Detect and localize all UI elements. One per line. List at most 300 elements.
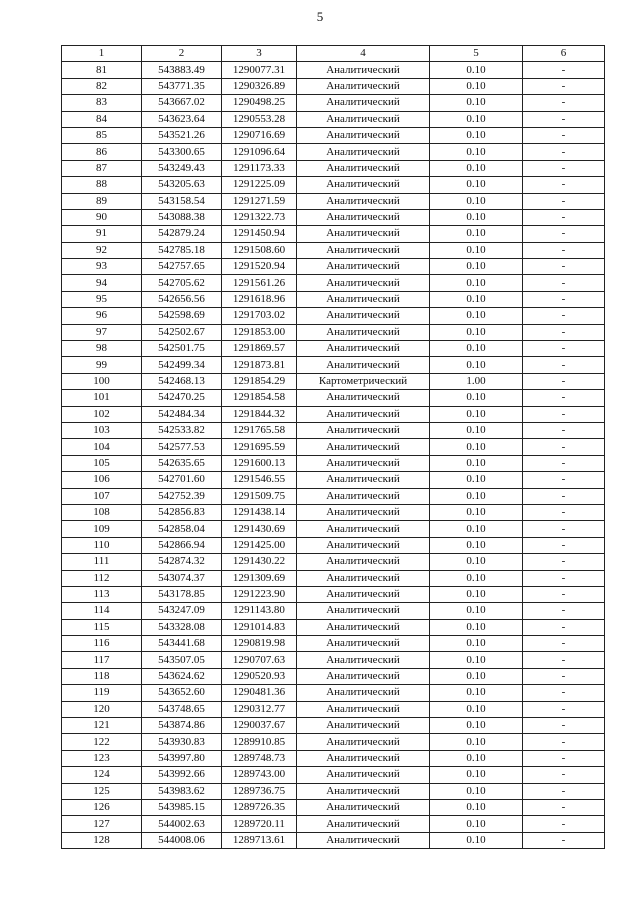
accuracy-cell: 0.10 — [430, 701, 523, 717]
method-cell: Аналитический — [297, 308, 430, 324]
table-row — [62, 95, 605, 111]
method-cell: Аналитический — [297, 324, 430, 340]
method-cell: Аналитический — [297, 734, 430, 750]
accuracy-cell: 0.10 — [430, 521, 523, 537]
method-cell: Аналитический — [297, 718, 430, 734]
point-number-cell: 107 — [62, 488, 142, 504]
accuracy-cell: 0.10 — [430, 160, 523, 176]
point-number-cell: 89 — [62, 193, 142, 209]
table-row — [62, 373, 605, 389]
accuracy-cell: 0.10 — [430, 127, 523, 143]
y-coordinate-cell: 1291546.55 — [222, 472, 297, 488]
coordinates-table — [61, 45, 605, 849]
table-row — [62, 718, 605, 734]
note-cell: - — [523, 504, 605, 520]
y-coordinate-cell: 1290481.36 — [222, 685, 297, 701]
table-row — [62, 832, 605, 848]
table-row — [62, 636, 605, 652]
table-row — [62, 537, 605, 553]
method-cell: Аналитический — [297, 275, 430, 291]
y-coordinate-cell: 1291520.94 — [222, 259, 297, 275]
point-number-cell: 128 — [62, 832, 142, 848]
y-coordinate-cell: 1291853.00 — [222, 324, 297, 340]
table-row — [62, 488, 605, 504]
x-coordinate-cell: 543771.35 — [142, 78, 222, 94]
note-cell: - — [523, 259, 605, 275]
method-cell: Аналитический — [297, 816, 430, 832]
accuracy-cell: 0.10 — [430, 406, 523, 422]
x-coordinate-cell: 543883.49 — [142, 62, 222, 78]
accuracy-cell: 0.10 — [430, 390, 523, 406]
note-cell: - — [523, 603, 605, 619]
method-cell: Аналитический — [297, 160, 430, 176]
note-cell: - — [523, 832, 605, 848]
note-cell: - — [523, 636, 605, 652]
table-row — [62, 209, 605, 225]
method-cell: Аналитический — [297, 291, 430, 307]
accuracy-cell: 0.10 — [430, 799, 523, 815]
accuracy-cell: 0.10 — [430, 62, 523, 78]
method-cell: Аналитический — [297, 422, 430, 438]
table-row — [62, 242, 605, 258]
method-cell: Аналитический — [297, 603, 430, 619]
page-number: 5 — [316, 9, 324, 24]
method-cell: Аналитический — [297, 242, 430, 258]
table-row — [62, 668, 605, 684]
point-number-cell: 106 — [62, 472, 142, 488]
table-row — [62, 177, 605, 193]
method-cell: Аналитический — [297, 586, 430, 602]
accuracy-cell: 0.10 — [430, 832, 523, 848]
accuracy-cell: 0.10 — [430, 603, 523, 619]
method-cell: Аналитический — [297, 144, 430, 160]
point-number-cell: 117 — [62, 652, 142, 668]
point-number-cell: 94 — [62, 275, 142, 291]
table-row — [62, 406, 605, 422]
accuracy-cell: 1.00 — [430, 373, 523, 389]
y-coordinate-cell: 1291425.00 — [222, 537, 297, 553]
note-cell: - — [523, 701, 605, 717]
point-number-cell: 123 — [62, 750, 142, 766]
y-coordinate-cell: 1291322.73 — [222, 209, 297, 225]
note-cell: - — [523, 455, 605, 471]
y-coordinate-cell: 1291096.64 — [222, 144, 297, 160]
x-coordinate-cell: 542701.60 — [142, 472, 222, 488]
method-cell: Аналитический — [297, 636, 430, 652]
x-coordinate-cell: 542858.04 — [142, 521, 222, 537]
method-cell: Картометрический — [297, 373, 430, 389]
y-coordinate-cell: 1291014.83 — [222, 619, 297, 635]
note-cell: - — [523, 734, 605, 750]
x-coordinate-cell: 542533.82 — [142, 422, 222, 438]
x-coordinate-cell: 543624.62 — [142, 668, 222, 684]
table-row — [62, 455, 605, 471]
accuracy-cell: 0.10 — [430, 144, 523, 160]
y-coordinate-cell: 1290819.98 — [222, 636, 297, 652]
y-coordinate-cell: 1290312.77 — [222, 701, 297, 717]
y-coordinate-cell: 1291509.75 — [222, 488, 297, 504]
y-coordinate-cell: 1291143.80 — [222, 603, 297, 619]
table-header-row — [62, 46, 605, 62]
note-cell: - — [523, 619, 605, 635]
note-cell: - — [523, 685, 605, 701]
table-row — [62, 554, 605, 570]
method-cell: Аналитический — [297, 799, 430, 815]
point-number-cell: 83 — [62, 95, 142, 111]
method-cell: Аналитический — [297, 488, 430, 504]
x-coordinate-cell: 544008.06 — [142, 832, 222, 848]
column-header-3: 3 — [222, 46, 297, 62]
method-cell: Аналитический — [297, 652, 430, 668]
note-cell: - — [523, 291, 605, 307]
table-row — [62, 685, 605, 701]
method-cell: Аналитический — [297, 259, 430, 275]
table-row — [62, 570, 605, 586]
note-cell: - — [523, 537, 605, 553]
accuracy-cell: 0.10 — [430, 504, 523, 520]
method-cell: Аналитический — [297, 554, 430, 570]
x-coordinate-cell: 543088.38 — [142, 209, 222, 225]
x-coordinate-cell: 542874.32 — [142, 554, 222, 570]
note-cell: - — [523, 652, 605, 668]
y-coordinate-cell: 1291765.58 — [222, 422, 297, 438]
note-cell: - — [523, 357, 605, 373]
point-number-cell: 96 — [62, 308, 142, 324]
method-cell: Аналитический — [297, 701, 430, 717]
table-row — [62, 586, 605, 602]
accuracy-cell: 0.10 — [430, 783, 523, 799]
x-coordinate-cell: 542656.56 — [142, 291, 222, 307]
table-row — [62, 783, 605, 799]
note-cell: - — [523, 160, 605, 176]
table-row — [62, 472, 605, 488]
accuracy-cell: 0.10 — [430, 816, 523, 832]
point-number-cell: 95 — [62, 291, 142, 307]
table-row — [62, 504, 605, 520]
note-cell: - — [523, 799, 605, 815]
x-coordinate-cell: 543667.02 — [142, 95, 222, 111]
point-number-cell: 115 — [62, 619, 142, 635]
method-cell: Аналитический — [297, 62, 430, 78]
table-row — [62, 422, 605, 438]
x-coordinate-cell: 542501.75 — [142, 341, 222, 357]
note-cell: - — [523, 554, 605, 570]
method-cell: Аналитический — [297, 341, 430, 357]
point-number-cell: 121 — [62, 718, 142, 734]
accuracy-cell: 0.10 — [430, 95, 523, 111]
accuracy-cell: 0.10 — [430, 275, 523, 291]
column-header-5: 5 — [430, 46, 523, 62]
accuracy-cell: 0.10 — [430, 750, 523, 766]
note-cell: - — [523, 406, 605, 422]
point-number-cell: 118 — [62, 668, 142, 684]
method-cell: Аналитический — [297, 209, 430, 225]
x-coordinate-cell: 543652.60 — [142, 685, 222, 701]
note-cell: - — [523, 373, 605, 389]
point-number-cell: 113 — [62, 586, 142, 602]
y-coordinate-cell: 1291600.13 — [222, 455, 297, 471]
x-coordinate-cell: 543507.05 — [142, 652, 222, 668]
accuracy-cell: 0.10 — [430, 193, 523, 209]
accuracy-cell: 0.10 — [430, 324, 523, 340]
method-cell: Аналитический — [297, 783, 430, 799]
accuracy-cell: 0.10 — [430, 291, 523, 307]
column-header-1: 1 — [62, 46, 142, 62]
x-coordinate-cell: 544002.63 — [142, 816, 222, 832]
accuracy-cell: 0.10 — [430, 554, 523, 570]
table-row — [62, 144, 605, 160]
y-coordinate-cell: 1291561.26 — [222, 275, 297, 291]
note-cell: - — [523, 226, 605, 242]
y-coordinate-cell: 1290498.25 — [222, 95, 297, 111]
table-row — [62, 111, 605, 127]
table-row — [62, 62, 605, 78]
x-coordinate-cell: 543985.15 — [142, 799, 222, 815]
note-cell: - — [523, 521, 605, 537]
x-coordinate-cell: 542752.39 — [142, 488, 222, 504]
note-cell: - — [523, 422, 605, 438]
point-number-cell: 93 — [62, 259, 142, 275]
x-coordinate-cell: 542468.13 — [142, 373, 222, 389]
accuracy-cell: 0.10 — [430, 439, 523, 455]
y-coordinate-cell: 1291854.58 — [222, 390, 297, 406]
method-cell: Аналитический — [297, 111, 430, 127]
accuracy-cell: 0.10 — [430, 177, 523, 193]
x-coordinate-cell: 543328.08 — [142, 619, 222, 635]
table-row — [62, 390, 605, 406]
y-coordinate-cell: 1290707.63 — [222, 652, 297, 668]
x-coordinate-cell: 542470.25 — [142, 390, 222, 406]
y-coordinate-cell: 1291271.59 — [222, 193, 297, 209]
x-coordinate-cell: 542866.94 — [142, 537, 222, 553]
note-cell: - — [523, 341, 605, 357]
x-coordinate-cell: 543178.85 — [142, 586, 222, 602]
note-cell: - — [523, 767, 605, 783]
y-coordinate-cell: 1290037.67 — [222, 718, 297, 734]
x-coordinate-cell: 542484.34 — [142, 406, 222, 422]
y-coordinate-cell: 1290520.93 — [222, 668, 297, 684]
method-cell: Аналитический — [297, 832, 430, 848]
method-cell: Аналитический — [297, 78, 430, 94]
method-cell: Аналитический — [297, 439, 430, 455]
point-number-cell: 99 — [62, 357, 142, 373]
note-cell: - — [523, 390, 605, 406]
point-number-cell: 90 — [62, 209, 142, 225]
table-row — [62, 439, 605, 455]
point-number-cell: 103 — [62, 422, 142, 438]
note-cell: - — [523, 95, 605, 111]
table-row — [62, 324, 605, 340]
point-number-cell: 81 — [62, 62, 142, 78]
accuracy-cell: 0.10 — [430, 357, 523, 373]
accuracy-cell: 0.10 — [430, 636, 523, 652]
point-number-cell: 111 — [62, 554, 142, 570]
y-coordinate-cell: 1291438.14 — [222, 504, 297, 520]
table-row — [62, 652, 605, 668]
accuracy-cell: 0.10 — [430, 422, 523, 438]
point-number-cell: 84 — [62, 111, 142, 127]
table-row — [62, 701, 605, 717]
point-number-cell: 110 — [62, 537, 142, 553]
table-row — [62, 603, 605, 619]
method-cell: Аналитический — [297, 537, 430, 553]
note-cell: - — [523, 78, 605, 94]
x-coordinate-cell: 543983.62 — [142, 783, 222, 799]
y-coordinate-cell: 1289720.11 — [222, 816, 297, 832]
table-row — [62, 357, 605, 373]
table-body — [62, 62, 605, 849]
table-row — [62, 275, 605, 291]
point-number-cell: 124 — [62, 767, 142, 783]
y-coordinate-cell: 1291508.60 — [222, 242, 297, 258]
x-coordinate-cell: 543997.80 — [142, 750, 222, 766]
accuracy-cell: 0.10 — [430, 209, 523, 225]
point-number-cell: 92 — [62, 242, 142, 258]
accuracy-cell: 0.10 — [430, 685, 523, 701]
method-cell: Аналитический — [297, 472, 430, 488]
note-cell: - — [523, 275, 605, 291]
y-coordinate-cell: 1289726.35 — [222, 799, 297, 815]
note-cell: - — [523, 144, 605, 160]
accuracy-cell: 0.10 — [430, 734, 523, 750]
point-number-cell: 126 — [62, 799, 142, 815]
accuracy-cell: 0.10 — [430, 586, 523, 602]
accuracy-cell: 0.10 — [430, 488, 523, 504]
table-row — [62, 750, 605, 766]
accuracy-cell: 0.10 — [430, 652, 523, 668]
x-coordinate-cell: 543521.26 — [142, 127, 222, 143]
point-number-cell: 91 — [62, 226, 142, 242]
column-header-2: 2 — [142, 46, 222, 62]
note-cell: - — [523, 586, 605, 602]
table-row — [62, 259, 605, 275]
point-number-cell: 100 — [62, 373, 142, 389]
note-cell: - — [523, 816, 605, 832]
note-cell: - — [523, 111, 605, 127]
y-coordinate-cell: 1289910.85 — [222, 734, 297, 750]
point-number-cell: 105 — [62, 455, 142, 471]
note-cell: - — [523, 668, 605, 684]
y-coordinate-cell: 1291703.02 — [222, 308, 297, 324]
method-cell: Аналитический — [297, 750, 430, 766]
point-number-cell: 98 — [62, 341, 142, 357]
column-header-6: 6 — [523, 46, 605, 62]
accuracy-cell: 0.10 — [430, 668, 523, 684]
note-cell: - — [523, 750, 605, 766]
y-coordinate-cell: 1291223.90 — [222, 586, 297, 602]
point-number-cell: 127 — [62, 816, 142, 832]
point-number-cell: 119 — [62, 685, 142, 701]
note-cell: - — [523, 783, 605, 799]
y-coordinate-cell: 1291618.96 — [222, 291, 297, 307]
point-number-cell: 114 — [62, 603, 142, 619]
point-number-cell: 116 — [62, 636, 142, 652]
note-cell: - — [523, 62, 605, 78]
accuracy-cell: 0.10 — [430, 455, 523, 471]
method-cell: Аналитический — [297, 390, 430, 406]
x-coordinate-cell: 543748.65 — [142, 701, 222, 717]
note-cell: - — [523, 324, 605, 340]
method-cell: Аналитический — [297, 504, 430, 520]
x-coordinate-cell: 543930.83 — [142, 734, 222, 750]
method-cell: Аналитический — [297, 193, 430, 209]
accuracy-cell: 0.10 — [430, 242, 523, 258]
x-coordinate-cell: 542785.18 — [142, 242, 222, 258]
table-row — [62, 341, 605, 357]
y-coordinate-cell: 1291873.81 — [222, 357, 297, 373]
note-cell: - — [523, 242, 605, 258]
accuracy-cell: 0.10 — [430, 619, 523, 635]
table-row — [62, 308, 605, 324]
table-row — [62, 78, 605, 94]
accuracy-cell: 0.10 — [430, 341, 523, 357]
point-number-cell: 85 — [62, 127, 142, 143]
x-coordinate-cell: 542502.67 — [142, 324, 222, 340]
accuracy-cell: 0.10 — [430, 226, 523, 242]
table-row — [62, 160, 605, 176]
table-row — [62, 799, 605, 815]
y-coordinate-cell: 1290553.28 — [222, 111, 297, 127]
x-coordinate-cell: 543074.37 — [142, 570, 222, 586]
y-coordinate-cell: 1291450.94 — [222, 226, 297, 242]
method-cell: Аналитический — [297, 406, 430, 422]
note-cell: - — [523, 308, 605, 324]
accuracy-cell: 0.10 — [430, 78, 523, 94]
accuracy-cell: 0.10 — [430, 259, 523, 275]
note-cell: - — [523, 177, 605, 193]
y-coordinate-cell: 1291854.29 — [222, 373, 297, 389]
point-number-cell: 120 — [62, 701, 142, 717]
method-cell: Аналитический — [297, 619, 430, 635]
table-row — [62, 291, 605, 307]
point-number-cell: 109 — [62, 521, 142, 537]
accuracy-cell: 0.10 — [430, 537, 523, 553]
point-number-cell: 101 — [62, 390, 142, 406]
point-number-cell: 112 — [62, 570, 142, 586]
y-coordinate-cell: 1291309.69 — [222, 570, 297, 586]
table-row — [62, 734, 605, 750]
x-coordinate-cell: 542757.65 — [142, 259, 222, 275]
method-cell: Аналитический — [297, 455, 430, 471]
y-coordinate-cell: 1291225.09 — [222, 177, 297, 193]
y-coordinate-cell: 1289736.75 — [222, 783, 297, 799]
x-coordinate-cell: 542635.65 — [142, 455, 222, 471]
method-cell: Аналитический — [297, 685, 430, 701]
method-cell: Аналитический — [297, 668, 430, 684]
x-coordinate-cell: 542879.24 — [142, 226, 222, 242]
method-cell: Аналитический — [297, 226, 430, 242]
point-number-cell: 108 — [62, 504, 142, 520]
point-number-cell: 82 — [62, 78, 142, 94]
x-coordinate-cell: 543249.43 — [142, 160, 222, 176]
point-number-cell: 125 — [62, 783, 142, 799]
x-coordinate-cell: 543300.65 — [142, 144, 222, 160]
accuracy-cell: 0.10 — [430, 718, 523, 734]
y-coordinate-cell: 1290716.69 — [222, 127, 297, 143]
point-number-cell: 87 — [62, 160, 142, 176]
method-cell: Аналитический — [297, 570, 430, 586]
y-coordinate-cell: 1289748.73 — [222, 750, 297, 766]
y-coordinate-cell: 1291695.59 — [222, 439, 297, 455]
y-coordinate-cell: 1291869.57 — [222, 341, 297, 357]
y-coordinate-cell: 1291430.22 — [222, 554, 297, 570]
method-cell: Аналитический — [297, 521, 430, 537]
x-coordinate-cell: 543247.09 — [142, 603, 222, 619]
accuracy-cell: 0.10 — [430, 308, 523, 324]
table-row — [62, 521, 605, 537]
point-number-cell: 102 — [62, 406, 142, 422]
x-coordinate-cell: 543623.64 — [142, 111, 222, 127]
